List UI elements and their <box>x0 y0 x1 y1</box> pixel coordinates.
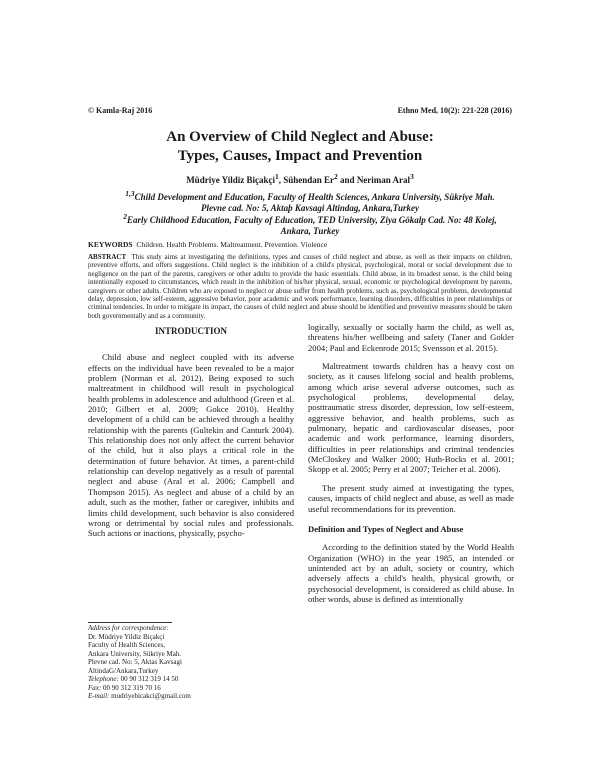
left-column <box>88 322 294 543</box>
definitions-paragraph-1: According to the definition stated by the World Health Organization (WHO) in the year 1985, an intended or unintended act by an adult, society or country, which adversely affects a child's health, physical growth, or psychosocial development, is considered as child abuse. In other words, abuse is defined as intentionally <box>308 542 514 604</box>
intro-paragraph-1: Child abuse and neglect coupled with its adverse effects on the individual have been revealed to be a major problem (Norman et al. 2012). Being exposed to such maltreatment in childhood will result in psychological health problems in adolescence and adulthood (Green et al. 2010; Gilbert et al. 2009; Gokce 2010). Healthy development of a child can be achieved through a healthy relationship with the parents (Gultekin and Canturk 2004). This relationship does not only affect the current behavior of the child, but it also plays a critical role in the determination of future behavior. At times, a parent-child relationship can develop negatively as a result of parental neglect and abuse (Aral et al. 2006; Campbell and Thompson 2015). As neglect and abuse of a child by an adult, such as the mother, father or caregiver, inhibits and limits child development, such behavior is also considered wrong or detrimental by social rules and professionals. Such actions or inactions, physically, psycho- <box>88 352 294 539</box>
abstract-label: ABSTRACT <box>88 253 127 261</box>
correspondence-telephone: Telephone: 00 90 312 319 14 50 <box>88 675 179 683</box>
correspondence-line-2: Ankara University, Sükriye Mah. <box>88 649 182 658</box>
journal-citation: Ethno Med, 10(2): 221-228 (2016) <box>397 106 512 115</box>
right-column <box>308 322 514 608</box>
author-1: Müdriye Yildiz Biçakçi <box>186 175 276 185</box>
author-list: Müdriye Yildiz Biçakçi$^1$, Sühendan Er$^2$ and Neriman Aral$^3$ <box>186 172 414 185</box>
affiliation-1-text: Child Development and Education, Faculty of Health Sciences, Ankara University, Sükriye Mah. Plevne cad. No: 5, Aktaþ Kavsagi Altindag, Ankara,Turkey <box>134 192 495 213</box>
keywords-label: KEYWORDS <box>88 240 133 249</box>
affiliation-2 <box>120 211 500 237</box>
correspondence-email: E-mail: mudriyebicakci@gmail.com <box>88 692 191 700</box>
keywords <box>88 240 512 249</box>
intro-paragraph-3: The present study aimed at investigating the types, causes, impacts of child neglect and abuse, as well as made useful recommendations for its prevention. <box>308 482 514 514</box>
author-3: Neriman Aral <box>356 175 411 185</box>
title-line-1: An Overview of Child Neglect and Abuse: <box>166 129 434 145</box>
introduction-heading: INTRODUCTION <box>154 326 227 336</box>
author-2-sup: 2 <box>334 172 338 181</box>
intro-paragraph-2: Maltreatment towards children has a heavy cost on society, as it causes lifelong social and health problems, among which arise several adverse outcomes, such as psychological problems, developmental delay, posttraumatic stress disorder, depression, low self-esteem, aggressive behavior, and health problems, such as pulmonary, hepatic and cardiovascular diseases, poor academic and work performance, learning disorders, difficulties in peer relationships and criminal tendencies (McCloskey and Walker 2000; Huth-Bocks et al. 2001; Skopp et al. 2005; Perry et al 2007; Teicher et al. 2006). <box>308 361 514 475</box>
definitions-heading: Definition and Types of Neglect and Abuse <box>308 523 464 534</box>
author-3-sup: 3 <box>410 172 414 181</box>
author-2: Sühendan Er <box>283 175 335 185</box>
intro-paragraph-1-continued: logically, sexually or socially harm the child, as well as, threatens his/her wellbeing and safety (Taner and Gokler 2004; Paul and Eckenrode 2015; Svensson et al. 2015). <box>308 322 514 353</box>
affiliation-2-text: Early Childhood Education, Faculty of Education, TED University, Ziya Gökalp Cad. No: 48 Kolej, Ankara, Turkey <box>127 215 497 236</box>
correspondence-line-4: AltindaG/Ankara,Turkey <box>88 666 159 675</box>
affiliation-2-sup: 2 <box>123 212 128 221</box>
author-1-sup: 1 <box>275 172 279 181</box>
title-line-2: Types, Causes, Impact and Prevention <box>177 148 423 164</box>
copyright-notice: © Kamla-Raj 2016 <box>88 106 153 115</box>
affiliation-1-sup: 1,3 <box>125 189 135 198</box>
footnote-separator <box>88 622 172 623</box>
abstract-text: This study aims at investigating the definitions, types and causes of child neglect and abuse, as well as their impacts on children, preventive efforts, and offers suggestions. Child neglect is the inhibition of a child's physical, psychological, moral or social development due to negligence on the part of the parents, caregivers or other adults to provide the basic essentials. Child abuse, in its broadest sense, is the child being intentionally exposed to circumstances, which result in the inhibition of his/her physical, sexual, economic or psychological development by parents, caregivers or other adults. Children who are exposed to neglect or abuse suffer from health problems, such as, psychological problems, developmental delay, depression, low self-esteem, aggressive behavior, poor academic and work performance, learning disorders, difficulties in peer relationships or criminal tendencies. In order to mitigate its impact, the causes of child neglect and abuse should be identified and preventive measures should be taken both governmentally and as a community. <box>88 253 512 320</box>
correspondence-line-3: Plevne cad. No: 5, Aktas Kavsagi <box>88 658 182 666</box>
correspondence-block <box>88 624 288 701</box>
correspondence-line-1: Faculty of Health Sciences, <box>88 641 165 649</box>
correspondence-name: Dr. Müdriye Yildiz Biçakçi <box>88 632 165 641</box>
abstract <box>88 253 512 320</box>
correspondence-fax: Fax: 00 90 312 319 70 16 <box>88 683 161 692</box>
correspondence-label: Address for correspondence: <box>88 624 169 632</box>
keywords-text: Children. Health Problems. Maltreatment. Prevention. Violence <box>136 240 328 249</box>
paper-title <box>60 128 540 166</box>
